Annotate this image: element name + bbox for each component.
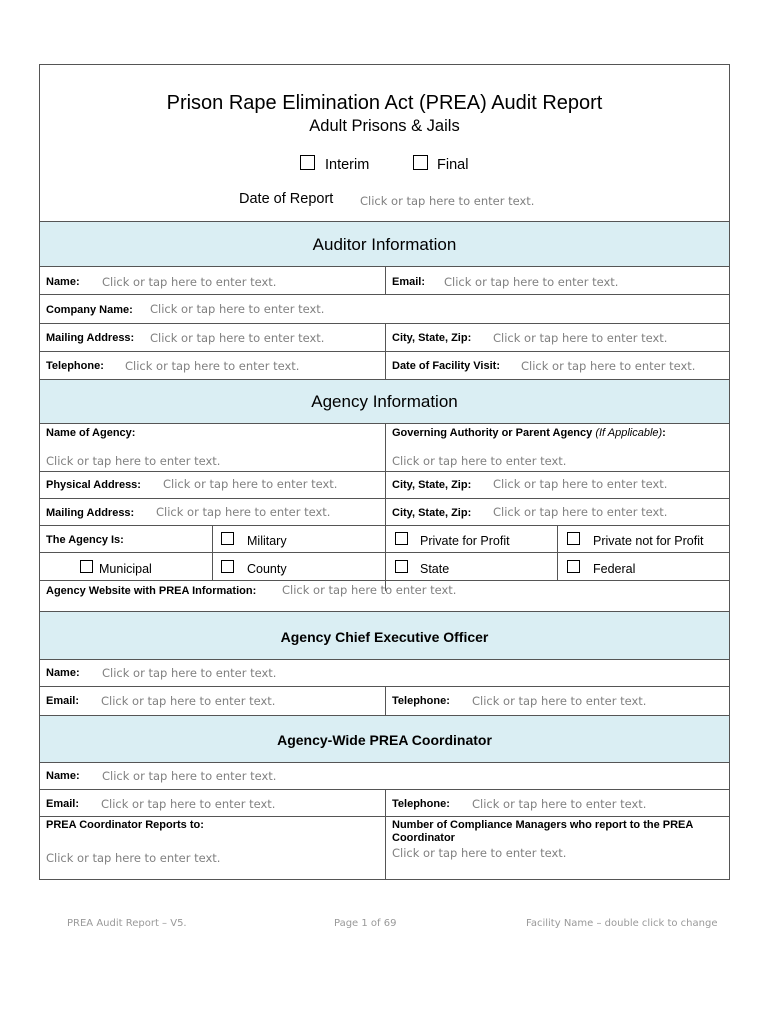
interim-checkbox[interactable]: [300, 155, 315, 170]
private-not-for-profit-label: Private not for Profit: [593, 534, 704, 548]
agency-mailing-field[interactable]: Click or tap here to enter text.: [156, 505, 331, 519]
coordinator-section-heading: Agency-Wide PREA Coordinator: [277, 732, 492, 748]
auditor-section-heading: Auditor Information: [312, 235, 457, 254]
governing-authority-field[interactable]: Click or tap here to enter text.: [392, 454, 567, 468]
divider: [385, 266, 386, 294]
private-for-profit-checkbox[interactable]: [395, 532, 408, 545]
ceo-email-label: Email:: [46, 695, 80, 707]
divider: [212, 525, 213, 580]
auditor-email-field[interactable]: Click or tap here to enter text.: [444, 275, 619, 289]
private-for-profit-label: Private for Profit: [420, 534, 510, 548]
agency-city-field-2[interactable]: Click or tap here to enter text.: [493, 505, 668, 519]
report-subtitle: Adult Prisons & Jails: [309, 117, 460, 135]
state-label: State: [420, 562, 450, 576]
ceo-name-label: Name:: [46, 667, 80, 679]
date-of-report-field[interactable]: Click or tap here to enter text.: [360, 194, 535, 208]
federal-label: Federal: [593, 562, 636, 576]
ceo-section-heading: Agency Chief Executive Officer: [280, 629, 489, 645]
report-title: Prison Rape Elimination Act (PREA) Audit Report: [166, 92, 603, 114]
divider: [40, 498, 729, 499]
municipal-label: Municipal: [99, 562, 152, 576]
coordinator-telephone-field[interactable]: Click or tap here to enter text.: [472, 797, 647, 811]
final-checkbox[interactable]: [413, 155, 428, 170]
agency-name-field[interactable]: Click or tap here to enter text.: [46, 454, 221, 468]
governing-authority-text: Governing Authority or Parent Agency: [392, 427, 596, 439]
agency-name-label: Name of Agency:: [46, 427, 136, 439]
agency-mailing-label: Mailing Address:: [46, 507, 135, 519]
divider: [40, 294, 729, 295]
coordinator-telephone-label: Telephone:: [392, 798, 450, 810]
divider: [557, 525, 558, 580]
state-checkbox[interactable]: [395, 560, 408, 573]
audit-report-form: [39, 64, 730, 880]
footer-version: PREA Audit Report – V5.: [67, 918, 187, 929]
compliance-managers-field[interactable]: Click or tap here to enter text.: [392, 846, 567, 860]
divider: [40, 762, 729, 763]
divider: [40, 221, 729, 222]
auditor-name-label: Name:: [46, 276, 80, 288]
county-label: County: [247, 562, 287, 576]
date-of-report-label: Date of Report: [239, 191, 334, 207]
auditor-email-label: Email:: [392, 276, 426, 288]
coordinator-email-field[interactable]: Click or tap here to enter text.: [101, 797, 276, 811]
coordinator-reports-label: PREA Coordinator Reports to:: [46, 819, 204, 831]
footer-page-number: Page 1 of 69: [334, 918, 397, 929]
ceo-telephone-label: Telephone:: [392, 695, 450, 707]
auditor-city-field[interactable]: Click or tap here to enter text.: [493, 331, 668, 345]
divider: [385, 323, 386, 379]
municipal-checkbox[interactable]: [80, 560, 93, 573]
coordinator-name-field[interactable]: Click or tap here to enter text.: [102, 769, 277, 783]
military-checkbox[interactable]: [221, 532, 234, 545]
private-not-for-profit-checkbox[interactable]: [567, 532, 580, 545]
auditor-telephone-label: Telephone:: [46, 360, 104, 372]
auditor-visit-field[interactable]: Click or tap here to enter text.: [521, 359, 696, 373]
coordinator-reports-field[interactable]: Click or tap here to enter text.: [46, 851, 221, 865]
divider: [40, 525, 729, 526]
divider: [385, 789, 386, 880]
ceo-telephone-field[interactable]: Click or tap here to enter text.: [472, 694, 647, 708]
agency-website-field[interactable]: Click or tap here to enter text.: [282, 583, 457, 597]
auditor-company-field[interactable]: Click or tap here to enter text.: [150, 302, 325, 316]
compliance-managers-label-line1: Number of Compliance Managers who report to the PREA: [392, 819, 694, 831]
governing-authority-label: [392, 427, 666, 439]
divider: [40, 580, 729, 581]
divider: [40, 816, 729, 817]
divider: [40, 552, 729, 553]
divider: [385, 686, 386, 715]
ceo-email-field[interactable]: Click or tap here to enter text.: [101, 694, 276, 708]
auditor-mailing-field[interactable]: Click or tap here to enter text.: [150, 331, 325, 345]
final-label: Final: [437, 157, 469, 173]
military-label: Military: [247, 534, 287, 548]
ceo-name-field[interactable]: Click or tap here to enter text.: [102, 666, 277, 680]
physical-address-field[interactable]: Click or tap here to enter text.: [163, 477, 338, 491]
divider: [385, 423, 386, 591]
agency-city-field[interactable]: Click or tap here to enter text.: [493, 477, 668, 491]
county-checkbox[interactable]: [221, 560, 234, 573]
governing-authority-note: (If Applicable): [595, 427, 663, 439]
interim-label: Interim: [325, 157, 370, 173]
divider: [40, 659, 729, 660]
coordinator-name-label: Name:: [46, 770, 80, 782]
federal-checkbox[interactable]: [567, 560, 580, 573]
compliance-managers-label-line2: Coordinator: [392, 832, 455, 844]
agency-city-label-2: City, State, Zip:: [392, 507, 472, 519]
agency-section-heading: Agency Information: [311, 392, 458, 411]
auditor-name-field[interactable]: Click or tap here to enter text.: [102, 275, 277, 289]
governing-authority-colon: :: [662, 427, 666, 439]
auditor-mailing-label: Mailing Address:: [46, 332, 135, 344]
physical-address-label: Physical Address:: [46, 479, 141, 491]
coordinator-email-label: Email:: [46, 798, 80, 810]
agency-is-label: The Agency Is:: [46, 534, 124, 546]
divider: [40, 471, 729, 472]
auditor-telephone-field[interactable]: Click or tap here to enter text.: [125, 359, 300, 373]
auditor-company-label: Company Name:: [46, 304, 133, 316]
auditor-visit-label: Date of Facility Visit:: [392, 360, 500, 372]
agency-website-label: Agency Website with PREA Information:: [46, 585, 257, 597]
agency-city-label: City, State, Zip:: [392, 479, 472, 491]
auditor-city-label: City, State, Zip:: [392, 332, 472, 344]
footer-facility-name[interactable]: Facility Name – double click to change: [526, 918, 718, 929]
